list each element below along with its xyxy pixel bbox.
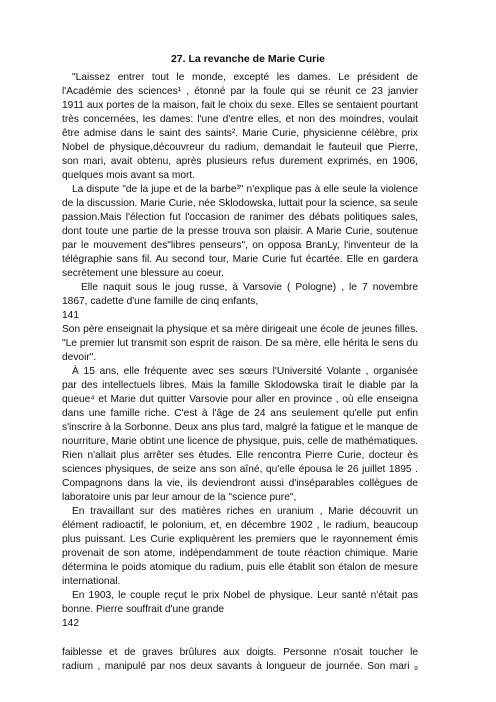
page-number: 142: [62, 618, 79, 629]
text-line: l'Académie des sciences¹ , étonné par la foule qui se réunit ce 23 janvier: [62, 86, 418, 97]
text-line: par des intellectuels libres. Mais la famille Sklodowska tirait le diable par la: [62, 380, 418, 391]
text-line: devoir".: [62, 352, 97, 363]
text-line: élément radioactif, le polonium, et, en décembre 1902 , le radium, beaucoup: [62, 520, 418, 531]
text-line: Rien n'allait plus arrêter ses études. Elle rencontra Pierre Curie, docteur ès: [62, 450, 418, 461]
text-line: Compagnons dans la vie, ils deviendront aussi d'inséparables collègues de: [62, 478, 418, 489]
text-line: 1867, cadette d'une famille de cinq enfants,: [62, 296, 259, 307]
text-line: quelques mois avant sa mort.: [62, 170, 196, 181]
text-line: son mari, avait obtenu, après plusieurs refus durement exprimés, en 1906,: [62, 156, 418, 167]
text-line: "Le premier lut transmit son esprit de raison. De sa mère, elle hérita le sens du: [62, 338, 418, 349]
text-line: faiblesse et de graves brûlures aux doigts. Personne n'osait toucher le: [62, 647, 418, 658]
text-line: queue⁴ et Marie dut quitter Varsovie pour aller en province , où elle enseigna: [62, 394, 418, 405]
text-line: Nobel de physique,découvreur du radium, demandait le fauteuil que Pierre,: [62, 142, 418, 153]
text-line: nourriture, Marie obtint une licence de physique, puis, celle de mathématiques.: [62, 436, 418, 447]
text-line: radium , manipulé par nos deux savants à longueur de journée. Son mari ₉: [62, 661, 418, 672]
text-line: détermina le poids atomique du radium, puis elle établit son étalon de mesure: [62, 562, 418, 573]
text-line: par le mouvement des"libres penseurs", on opposa BranLy, l'inventeur de la: [62, 240, 418, 251]
text-line: bonne. Pierre souffrait d'une grande: [62, 604, 225, 615]
text-line: s'inscrire à la Sorbonne. Deux ans plus tard, malgré la fatigue et le manque de: [62, 422, 418, 433]
page-title: 27. La revanche de Marie Curie: [170, 53, 326, 65]
text-line: télégraphie sans fil. Au second tour, Marie Curie fut écartée. Elle en gardera: [62, 254, 418, 265]
text-line: "Laissez entrer tout le monde, excepté les dames. Le président de: [72, 72, 418, 83]
text-line: À 15 ans, elle fréquente avec ses sœurs l'Université Volante , organisée: [72, 366, 418, 377]
text-line: sciences physiques, de seize ans son aîné, qu'elle épousa le 26 juillet 1895 .: [62, 464, 418, 475]
text-line: de la discussion. Marie Curie, née Sklodowska, luttait pour la science, sa seule: [62, 198, 418, 209]
text-line: dont toute une partie de la presse trouva son plaisir. A Marie Curie, soutenue: [62, 226, 418, 237]
text-line: provenait de son atome, indépendamment de toute réaction chimique. Marie: [62, 548, 418, 559]
text-line: être admise dans le saint des saints². Marie Curie, physicienne célèbre, prix: [62, 128, 418, 139]
text-line: international.: [62, 576, 121, 587]
text-line: La dispute "de la jupe et de la barbe³" n'explique pas à elle seule la violence: [72, 184, 418, 195]
text-line: dans une famille riche. C'est à l'âge de 24 ans seulement qu'elle put enfin: [62, 408, 418, 419]
text-line: Son père enseignait la physique et sa mère dirigeait une école de jeunes filles.: [62, 324, 418, 335]
text-line: plus puissant. Les Curie expliquèrent les premiers que le rayonnement émis: [62, 534, 418, 545]
text-line: Elle naquit sous le joug russe, à Varsovie ( Pologne) , le 7 novembre: [81, 282, 418, 293]
text-line: En 1903, le couple reçut le prix Nobel de physique. Leur santé n'était pas: [72, 590, 418, 601]
page-number: 141: [62, 310, 79, 321]
text-line: très concernées, les dames: l'une d'entre elles, et non des moindres, voulait: [62, 114, 418, 125]
text-line: passion.Mais l'élection fut l'occasion de ranimer des débats politiques sales,: [62, 212, 418, 223]
text-line: secrètement une blessure au coeur.: [62, 268, 224, 279]
text-line: En travaillant sur des matières riches en uranium , Marie découvrit un: [72, 506, 418, 517]
text-line: laboratoire unis par leur amour de la "science pure",: [62, 492, 297, 503]
text-line: 1911 aux portes de la maison, fait le choix du sexe. Elles se sentaient pourtant: [62, 100, 418, 111]
